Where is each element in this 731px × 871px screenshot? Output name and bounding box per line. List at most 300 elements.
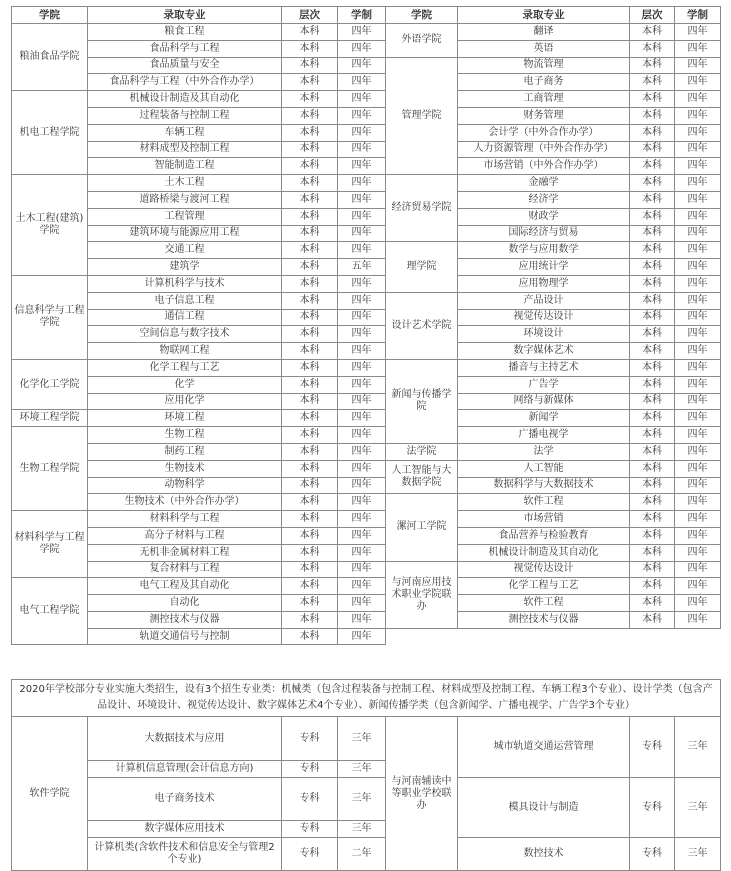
level-cell: 专科 xyxy=(282,717,338,761)
table-row xyxy=(12,838,721,871)
years-cell: 四年 xyxy=(675,595,721,612)
major-cell: 食品科学与工程（中外合作办学） xyxy=(88,74,282,91)
level-cell: 本科 xyxy=(282,292,338,309)
table-row xyxy=(12,778,721,821)
table-row xyxy=(12,225,721,242)
level-cell: 本科 xyxy=(630,141,675,158)
major-cell: 广播电视学 xyxy=(458,427,630,444)
major-cell: 财务管理 xyxy=(458,107,630,124)
major-cell: 视觉传达设计 xyxy=(458,309,630,326)
table-row xyxy=(12,376,721,393)
level-cell: 本科 xyxy=(630,494,675,511)
college-name: 法学院 xyxy=(386,443,458,460)
years-cell: 四年 xyxy=(338,527,386,544)
level-cell: 本科 xyxy=(282,595,338,612)
table-row xyxy=(12,460,721,477)
major-cell: 电子商务 xyxy=(458,74,630,91)
major-cell: 通信工程 xyxy=(88,309,282,326)
level-cell: 本科 xyxy=(630,242,675,259)
years-cell: 四年 xyxy=(675,527,721,544)
level-cell: 本科 xyxy=(282,376,338,393)
level-cell: 本科 xyxy=(282,40,338,57)
level-cell: 专科 xyxy=(282,821,338,838)
years-cell: 四年 xyxy=(675,259,721,276)
college-name: 外语学院 xyxy=(386,24,458,58)
years-cell: 五年 xyxy=(338,259,386,276)
years-cell: 四年 xyxy=(338,427,386,444)
level-cell: 本科 xyxy=(282,494,338,511)
major-cell: 人工智能 xyxy=(458,460,630,477)
major-cell: 数字媒体应用技术 xyxy=(88,821,282,838)
major-cell: 材料成型及控制工程 xyxy=(88,141,282,158)
years-cell: 四年 xyxy=(675,494,721,511)
years-cell: 四年 xyxy=(675,326,721,343)
years-cell: 四年 xyxy=(338,561,386,578)
years-cell: 四年 xyxy=(675,376,721,393)
college-name: 理学院 xyxy=(386,242,458,292)
table-row xyxy=(12,141,721,158)
level-cell: 专科 xyxy=(282,761,338,778)
table-row xyxy=(12,477,721,494)
level-cell: 本科 xyxy=(282,191,338,208)
years-cell: 四年 xyxy=(675,158,721,175)
major-cell: 道路桥梁与渡河工程 xyxy=(88,191,282,208)
major-cell: 交通工程 xyxy=(88,242,282,259)
major-cell: 金融学 xyxy=(458,175,630,192)
level-cell: 本科 xyxy=(630,275,675,292)
major-cell: 无机非金属材料工程 xyxy=(88,544,282,561)
years-cell: 四年 xyxy=(675,410,721,427)
level-cell: 本科 xyxy=(630,477,675,494)
college-name: 人工智能与大数据学院 xyxy=(386,460,458,494)
years-cell: 四年 xyxy=(675,57,721,74)
table-row xyxy=(12,124,721,141)
level-cell: 本科 xyxy=(282,427,338,444)
level-cell: 本科 xyxy=(282,460,338,477)
college-name: 软件学院 xyxy=(12,717,88,871)
major-cell: 高分子材料与工程 xyxy=(88,527,282,544)
table-row xyxy=(12,326,721,343)
level-cell: 专科 xyxy=(282,838,338,871)
level-cell: 本科 xyxy=(282,527,338,544)
partner-level-cell: 专科 xyxy=(630,717,675,778)
table-row xyxy=(12,410,721,427)
enrollment-note: 2020年学校部分专业实施大类招生，设有3个招生专业类：机械类（包含过程装备与控制工程、材料成型及控制工程、车辆工程3个专业）、设计学类（包含产品设计、环境设计、视觉传达设计、数字媒体艺术4个专业）、新闻传播学类（包含新闻学、广播电视学、广告学3个专业） xyxy=(12,680,721,717)
table-row xyxy=(12,57,721,74)
years-cell: 四年 xyxy=(338,275,386,292)
years-cell: 四年 xyxy=(338,225,386,242)
level-cell: 本科 xyxy=(630,74,675,91)
college-name: 环境工程学院 xyxy=(12,410,88,427)
major-cell: 经济学 xyxy=(458,191,630,208)
level-cell: 本科 xyxy=(630,359,675,376)
level-cell: 本科 xyxy=(630,376,675,393)
level-cell: 本科 xyxy=(630,309,675,326)
level-cell: 本科 xyxy=(282,393,338,410)
college-name: 电气工程学院 xyxy=(12,578,88,645)
years-cell: 四年 xyxy=(338,124,386,141)
major-cell: 电子商务技术 xyxy=(88,778,282,821)
level-cell: 本科 xyxy=(282,225,338,242)
years-cell: 四年 xyxy=(338,443,386,460)
years-cell: 四年 xyxy=(675,191,721,208)
partner-years-cell: 三年 xyxy=(675,717,721,778)
years-cell: 四年 xyxy=(338,309,386,326)
major-cell: 制药工程 xyxy=(88,443,282,460)
years-cell: 四年 xyxy=(675,477,721,494)
major-cell: 人力资源管理（中外合作办学） xyxy=(458,141,630,158)
major-cell: 食品营养与检验教育 xyxy=(458,527,630,544)
table-row xyxy=(12,544,721,561)
college-name: 经济贸易学院 xyxy=(386,175,458,242)
years-cell: 四年 xyxy=(338,208,386,225)
years-cell: 四年 xyxy=(675,443,721,460)
level-cell: 本科 xyxy=(630,259,675,276)
years-cell: 四年 xyxy=(338,343,386,360)
major-cell: 会计学（中外合作办学） xyxy=(458,124,630,141)
table-row xyxy=(12,242,721,259)
years-cell: 四年 xyxy=(675,24,721,41)
table-row xyxy=(12,107,721,124)
level-cell: 本科 xyxy=(630,527,675,544)
major-cell: 生物技术（中外合作办学） xyxy=(88,494,282,511)
major-cell: 空间信息与数字技术 xyxy=(88,326,282,343)
major-cell: 计算机科学与技术 xyxy=(88,275,282,292)
years-cell: 四年 xyxy=(338,107,386,124)
years-cell: 四年 xyxy=(675,74,721,91)
header-years: 学制 xyxy=(675,7,721,24)
major-cell: 播音与主持艺术 xyxy=(458,359,630,376)
level-cell: 本科 xyxy=(630,225,675,242)
major-cell: 自动化 xyxy=(88,595,282,612)
major-cell: 食品科学与工程 xyxy=(88,40,282,57)
years-cell: 四年 xyxy=(675,359,721,376)
level-cell: 本科 xyxy=(630,611,675,628)
level-cell: 本科 xyxy=(630,427,675,444)
level-cell: 本科 xyxy=(630,175,675,192)
major-cell: 轨道交通信号与控制 xyxy=(88,628,282,645)
years-cell: 四年 xyxy=(675,40,721,57)
college-name: 管理学院 xyxy=(386,57,458,175)
major-cell: 化学工程与工艺 xyxy=(458,578,630,595)
partner-level-cell: 专科 xyxy=(630,838,675,871)
major-cell: 智能制造工程 xyxy=(88,158,282,175)
college-name: 漯河工学院 xyxy=(386,494,458,561)
major-cell: 测控技术与仪器 xyxy=(88,611,282,628)
major-cell: 网络与新媒体 xyxy=(458,393,630,410)
years-cell: 四年 xyxy=(675,292,721,309)
level-cell: 本科 xyxy=(630,24,675,41)
header-major: 录取专业 xyxy=(458,7,630,24)
years-cell: 四年 xyxy=(338,410,386,427)
major-cell: 复合材料与工程 xyxy=(88,561,282,578)
major-cell: 工程管理 xyxy=(88,208,282,225)
years-cell: 四年 xyxy=(675,578,721,595)
level-cell: 本科 xyxy=(282,208,338,225)
level-cell: 专科 xyxy=(282,778,338,821)
years-cell: 四年 xyxy=(675,393,721,410)
table-row xyxy=(12,578,721,595)
level-cell: 本科 xyxy=(282,275,338,292)
header-row xyxy=(12,7,721,24)
table-row xyxy=(12,427,721,444)
table-row xyxy=(12,393,721,410)
level-cell: 本科 xyxy=(282,544,338,561)
table-row xyxy=(12,359,721,376)
level-cell: 本科 xyxy=(282,477,338,494)
years-cell: 四年 xyxy=(338,628,386,645)
major-cell: 土木工程 xyxy=(88,175,282,192)
vocational-majors-table xyxy=(11,679,721,871)
major-cell: 新闻学 xyxy=(458,410,630,427)
years-cell: 四年 xyxy=(675,511,721,528)
level-cell: 本科 xyxy=(630,410,675,427)
table-row xyxy=(12,527,721,544)
years-cell: 三年 xyxy=(338,717,386,761)
major-cell: 法学 xyxy=(458,443,630,460)
college-name: 信息科学与工程学院 xyxy=(12,275,88,359)
table-row xyxy=(12,158,721,175)
years-cell: 四年 xyxy=(338,393,386,410)
years-cell: 四年 xyxy=(338,578,386,595)
major-cell: 计算机类(含软件技术和信息安全与管理2个专业) xyxy=(88,838,282,871)
years-cell: 二年 xyxy=(338,838,386,871)
years-cell: 四年 xyxy=(338,191,386,208)
table-row xyxy=(12,511,721,528)
years-cell: 四年 xyxy=(675,275,721,292)
level-cell: 本科 xyxy=(282,124,338,141)
years-cell: 三年 xyxy=(338,761,386,778)
partner-level-cell: 专科 xyxy=(630,778,675,838)
header-college: 学院 xyxy=(12,7,88,24)
level-cell: 本科 xyxy=(282,158,338,175)
major-cell: 建筑环境与能源应用工程 xyxy=(88,225,282,242)
years-cell: 四年 xyxy=(338,611,386,628)
years-cell: 四年 xyxy=(338,158,386,175)
college-name: 土木工程(建筑)学院 xyxy=(12,175,88,276)
college-name: 化学化工学院 xyxy=(12,359,88,409)
level-cell: 本科 xyxy=(630,578,675,595)
level-cell: 本科 xyxy=(282,57,338,74)
major-cell: 化学 xyxy=(88,376,282,393)
level-cell: 本科 xyxy=(282,242,338,259)
level-cell: 本科 xyxy=(282,259,338,276)
years-cell: 四年 xyxy=(675,141,721,158)
header-level: 层次 xyxy=(282,7,338,24)
header-college: 学院 xyxy=(386,7,458,24)
years-cell: 四年 xyxy=(338,460,386,477)
table-row xyxy=(12,208,721,225)
major-cell: 机械设计制造及其自动化 xyxy=(88,91,282,108)
major-cell: 环境工程 xyxy=(88,410,282,427)
table-row xyxy=(12,91,721,108)
level-cell: 本科 xyxy=(282,91,338,108)
level-cell: 本科 xyxy=(630,326,675,343)
table-row xyxy=(12,175,721,192)
level-cell: 本科 xyxy=(630,460,675,477)
college-name: 与河南应用技术职业学院联办 xyxy=(386,561,458,628)
level-cell: 本科 xyxy=(630,57,675,74)
years-cell: 四年 xyxy=(338,175,386,192)
table-row xyxy=(12,259,721,276)
level-cell: 本科 xyxy=(282,410,338,427)
level-cell: 本科 xyxy=(630,107,675,124)
major-cell: 环境设计 xyxy=(458,326,630,343)
major-cell: 化学工程与工艺 xyxy=(88,359,282,376)
years-cell: 四年 xyxy=(338,376,386,393)
level-cell: 本科 xyxy=(630,393,675,410)
years-cell: 四年 xyxy=(338,40,386,57)
major-cell: 机械设计制造及其自动化 xyxy=(458,544,630,561)
level-cell: 本科 xyxy=(282,343,338,360)
major-cell: 产品设计 xyxy=(458,292,630,309)
level-cell: 本科 xyxy=(630,292,675,309)
major-cell: 应用统计学 xyxy=(458,259,630,276)
major-cell: 应用化学 xyxy=(88,393,282,410)
years-cell: 四年 xyxy=(675,427,721,444)
years-cell: 四年 xyxy=(675,460,721,477)
major-cell: 工商管理 xyxy=(458,91,630,108)
partner-college-name: 与河南辅读中等职业学校联办 xyxy=(386,717,458,871)
college-name: 粮油食品学院 xyxy=(12,24,88,91)
note-row xyxy=(12,680,721,717)
header-major: 录取专业 xyxy=(88,7,282,24)
college-name: 材料科学与工程学院 xyxy=(12,511,88,578)
years-cell: 四年 xyxy=(338,141,386,158)
level-cell: 本科 xyxy=(630,191,675,208)
major-cell: 软件工程 xyxy=(458,595,630,612)
years-cell: 三年 xyxy=(338,821,386,838)
years-cell: 四年 xyxy=(338,595,386,612)
years-cell: 四年 xyxy=(338,24,386,41)
level-cell: 本科 xyxy=(282,141,338,158)
level-cell: 本科 xyxy=(282,611,338,628)
major-cell: 测控技术与仪器 xyxy=(458,611,630,628)
table-row xyxy=(12,74,721,91)
level-cell: 本科 xyxy=(282,24,338,41)
major-cell: 翻译 xyxy=(458,24,630,41)
years-cell: 四年 xyxy=(338,74,386,91)
years-cell: 四年 xyxy=(338,511,386,528)
major-cell: 数字媒体艺术 xyxy=(458,343,630,360)
major-cell: 材料科学与工程 xyxy=(88,511,282,528)
major-cell: 市场营销 xyxy=(458,511,630,528)
years-cell: 四年 xyxy=(675,107,721,124)
level-cell: 本科 xyxy=(630,343,675,360)
level-cell: 本科 xyxy=(282,359,338,376)
partner-years-cell: 三年 xyxy=(675,778,721,838)
major-cell: 应用物理学 xyxy=(458,275,630,292)
years-cell: 四年 xyxy=(338,326,386,343)
years-cell: 四年 xyxy=(338,292,386,309)
partner-major-cell: 数控技术 xyxy=(458,838,630,871)
years-cell: 四年 xyxy=(675,91,721,108)
level-cell: 本科 xyxy=(282,107,338,124)
level-cell: 本科 xyxy=(282,175,338,192)
major-cell: 市场营销（中外合作办学） xyxy=(458,158,630,175)
table-row xyxy=(12,191,721,208)
level-cell: 本科 xyxy=(630,208,675,225)
header-years: 学制 xyxy=(338,7,386,24)
table-row xyxy=(12,40,721,57)
table-row xyxy=(12,628,721,645)
years-cell: 三年 xyxy=(338,778,386,821)
level-cell: 本科 xyxy=(282,578,338,595)
header-level: 层次 xyxy=(630,7,675,24)
college-name: 新闻与传播学院 xyxy=(386,359,458,443)
major-cell: 物联网工程 xyxy=(88,343,282,360)
level-cell: 本科 xyxy=(282,309,338,326)
level-cell: 本科 xyxy=(282,511,338,528)
level-cell: 本科 xyxy=(630,511,675,528)
years-cell: 四年 xyxy=(675,175,721,192)
table-row xyxy=(12,292,721,309)
years-cell: 四年 xyxy=(675,343,721,360)
table-row xyxy=(12,443,721,460)
level-cell: 本科 xyxy=(282,561,338,578)
years-cell: 四年 xyxy=(338,242,386,259)
level-cell: 本科 xyxy=(630,124,675,141)
table-row xyxy=(12,611,721,628)
years-cell: 四年 xyxy=(338,91,386,108)
years-cell: 四年 xyxy=(675,611,721,628)
years-cell: 四年 xyxy=(338,544,386,561)
major-cell: 国际经济与贸易 xyxy=(458,225,630,242)
level-cell: 本科 xyxy=(282,74,338,91)
major-cell: 数据科学与大数据技术 xyxy=(458,477,630,494)
partner-major-cell: 城市轨道交通运营管理 xyxy=(458,717,630,778)
level-cell: 本科 xyxy=(630,443,675,460)
major-cell: 电子信息工程 xyxy=(88,292,282,309)
years-cell: 四年 xyxy=(338,359,386,376)
years-cell: 四年 xyxy=(675,544,721,561)
years-cell: 四年 xyxy=(675,561,721,578)
major-cell: 生物工程 xyxy=(88,427,282,444)
major-cell: 物流管理 xyxy=(458,57,630,74)
major-cell: 计算机信息管理(会计信息方向) xyxy=(88,761,282,778)
major-cell: 粮食工程 xyxy=(88,24,282,41)
table-row xyxy=(12,561,721,578)
level-cell: 本科 xyxy=(630,158,675,175)
level-cell: 本科 xyxy=(282,326,338,343)
table-row xyxy=(12,275,721,292)
major-cell: 生物技术 xyxy=(88,460,282,477)
major-cell: 电气工程及其自动化 xyxy=(88,578,282,595)
level-cell: 本科 xyxy=(630,544,675,561)
major-cell: 视觉传达设计 xyxy=(458,561,630,578)
major-cell: 过程装备与控制工程 xyxy=(88,107,282,124)
years-cell: 四年 xyxy=(338,494,386,511)
level-cell: 本科 xyxy=(630,91,675,108)
table-row xyxy=(12,343,721,360)
level-cell: 本科 xyxy=(630,595,675,612)
level-cell: 本科 xyxy=(630,561,675,578)
years-cell: 四年 xyxy=(338,477,386,494)
major-cell: 数学与应用数学 xyxy=(458,242,630,259)
college-name: 设计艺术学院 xyxy=(386,292,458,359)
major-cell: 软件工程 xyxy=(458,494,630,511)
level-cell: 本科 xyxy=(630,40,675,57)
years-cell: 四年 xyxy=(338,57,386,74)
table-row xyxy=(12,494,721,511)
major-cell: 建筑学 xyxy=(88,259,282,276)
table-row xyxy=(12,24,721,41)
major-cell: 动物科学 xyxy=(88,477,282,494)
years-cell: 四年 xyxy=(675,208,721,225)
table-row xyxy=(12,717,721,761)
years-cell: 四年 xyxy=(675,309,721,326)
level-cell: 本科 xyxy=(282,628,338,645)
